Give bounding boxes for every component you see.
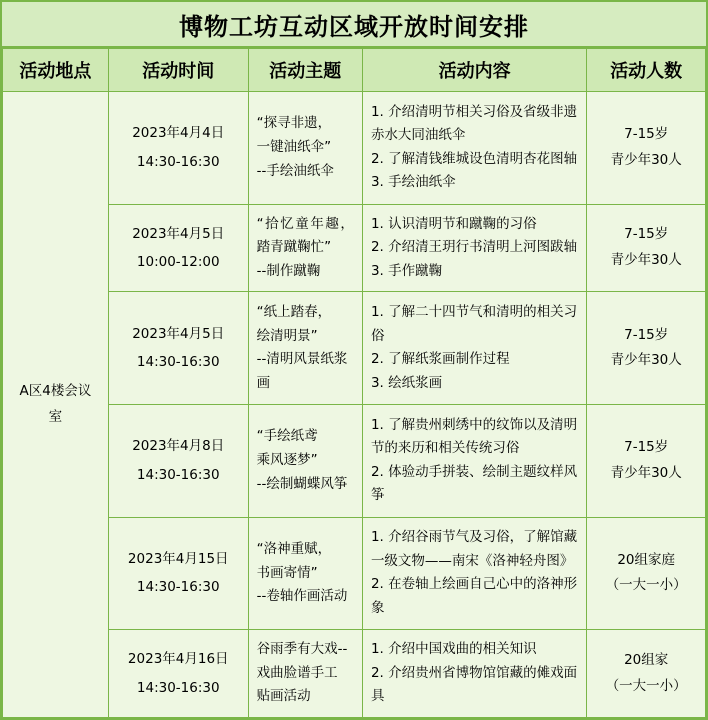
activity-topic-line: --卷轴作画活动	[256, 588, 348, 605]
activity-topic-line: 绘清明景”	[256, 327, 318, 344]
activity-date: 2023年4月5日	[132, 325, 225, 342]
activity-topic-line: 贴画活动	[256, 688, 311, 705]
activity-count-line: （一大一小）	[605, 677, 687, 694]
activity-content-cell	[362, 630, 586, 718]
activity-date: 2023年4月4日	[132, 125, 225, 142]
activity-count-line: 青少年30人	[610, 464, 682, 481]
activity-topic-cell	[248, 204, 362, 292]
table-row	[3, 292, 706, 405]
activity-content-line: 3. 手绘油纸伞	[370, 174, 456, 191]
activity-count-line: 20组家	[624, 651, 669, 668]
column-header-location: 活动地点	[3, 49, 109, 92]
activity-content-line: 2. 了解清钱维城设色清明杏花图轴	[370, 150, 578, 167]
activity-topic-line: “纸上踏春，	[256, 303, 332, 320]
activity-count-line: 7-15岁	[624, 326, 669, 343]
activity-time-cell	[108, 630, 248, 718]
table-header-row	[3, 49, 706, 92]
activity-date: 2023年4月16日	[127, 651, 229, 668]
activity-count-line: 青少年30人	[610, 151, 682, 168]
activity-date: 2023年4月8日	[132, 438, 225, 455]
activity-count-cell	[587, 630, 706, 718]
activity-count-cell	[587, 92, 706, 205]
activity-content-cell	[362, 204, 586, 292]
activity-content-line: 2. 介绍清王玥行书清明上河图跋轴	[370, 239, 578, 256]
activity-topic-line: “探寻非遗，	[256, 115, 332, 132]
activity-content-line: 1. 介绍清明节相关习俗及省级非遗赤水大同油纸伞	[370, 103, 578, 144]
activity-content-line: 1. 了解二十四节气和清明的相关习俗	[370, 303, 578, 344]
activity-hours: 14:30-16:30	[136, 579, 220, 596]
table-row	[3, 517, 706, 630]
page-title: 博物工坊互动区域开放时间安排	[179, 12, 529, 41]
activity-topic-cell	[248, 630, 362, 718]
activity-time-cell	[108, 404, 248, 517]
activity-count-cell	[587, 404, 706, 517]
activity-time-cell	[108, 204, 248, 292]
column-header-time: 活动时间	[108, 49, 248, 92]
activity-topic-line: 乘风逐梦”	[256, 451, 318, 468]
activity-count-line: 7-15岁	[624, 439, 669, 456]
column-header-count: 活动人数	[587, 49, 706, 92]
activity-topic-line: 一键油纸伞”	[256, 138, 332, 155]
activity-content-cell	[362, 92, 586, 205]
activity-hours: 14:30-16:30	[136, 153, 220, 170]
activity-date: 2023年4月5日	[132, 225, 225, 242]
activity-count-cell	[587, 292, 706, 405]
table-body	[3, 92, 706, 718]
document-title-bar	[2, 2, 706, 48]
activity-content-line: 2. 在卷轴上绘画自己心中的洛神形象	[370, 576, 578, 616]
activity-topic-line: --制作蹴鞠	[256, 262, 321, 279]
activity-content-cell	[362, 292, 586, 405]
table-row	[3, 92, 706, 205]
activity-content-cell	[362, 517, 586, 630]
activity-count-line: 青少年30人	[610, 251, 682, 268]
activity-time-cell	[108, 517, 248, 630]
activity-topic-line: --清明风景纸浆画	[256, 351, 348, 391]
table-header	[3, 49, 706, 92]
activity-content-line: 2. 体验动手拼装、绘制主题纹样风筝	[370, 463, 578, 504]
table-row	[3, 404, 706, 517]
activity-content-line: 1. 认识清明节和蹴鞠的习俗	[370, 215, 537, 232]
activity-topic-cell	[248, 92, 362, 205]
activity-date: 2023年4月15日	[127, 551, 229, 567]
activity-content-line: 1. 介绍谷雨节气及习俗，了解馆藏一级文物——南宋《洛神轻舟图》	[370, 529, 578, 569]
activity-count-line: 7-15岁	[624, 126, 669, 143]
activity-hours: 14:30-16:30	[136, 466, 220, 483]
activity-content-line: 2. 介绍贵州省博物馆馆藏的傩戏面具	[370, 664, 578, 705]
activity-content-line: 3. 绘纸浆画	[370, 374, 443, 391]
activity-location-cell: A区4楼会议室	[3, 92, 109, 718]
activity-count-line: 7-15岁	[624, 226, 669, 243]
activity-topic-line: “洛神重赋，	[256, 540, 332, 557]
activity-topic-line: 书画寄情”	[256, 564, 318, 581]
activity-count-cell	[587, 204, 706, 292]
activity-time-cell	[108, 292, 248, 405]
activity-count-cell	[587, 517, 706, 630]
activity-topic-cell	[248, 517, 362, 630]
activity-content-cell	[362, 404, 586, 517]
activity-content-line: 3. 手作蹴鞠	[370, 262, 443, 279]
activity-topic-cell	[248, 404, 362, 517]
activity-count-line: 青少年30人	[610, 352, 682, 369]
activity-count-line: （一大一小）	[605, 577, 687, 594]
activity-content-line: 2. 了解纸浆画制作过程	[370, 351, 510, 368]
activity-count-line: 20组家庭	[617, 551, 676, 568]
column-header-topic: 活动主题	[248, 49, 362, 92]
column-header-content: 活动内容	[362, 49, 586, 92]
activity-hours: 14:30-16:30	[136, 354, 220, 371]
table-row	[3, 204, 706, 292]
activity-topic-line: 谷雨季有大戏--	[256, 641, 348, 658]
activity-topic-line: --绘制蝴蝶风筝	[256, 475, 348, 492]
activity-topic-line: “手绘纸鸢	[256, 428, 318, 445]
table-row	[3, 630, 706, 718]
activity-topic-cell	[248, 292, 362, 405]
activity-content-line: 1. 介绍中国戏曲的相关知识	[370, 641, 537, 658]
activity-time-cell	[108, 92, 248, 205]
activity-hours: 14:30-16:30	[136, 679, 220, 696]
activity-hours: 10:00-12:00	[136, 253, 220, 270]
activity-topic-line: “拾忆童年趣，踏青蹴鞠忙”	[256, 215, 354, 256]
activity-topic-line: --手绘油纸伞	[256, 162, 334, 179]
schedule-table	[2, 48, 706, 718]
activity-topic-line: 戏曲脸谱手工	[256, 664, 338, 681]
activity-content-line: 1. 了解贵州刺绣中的纹饰以及清明节的来历和相关传统习俗	[370, 416, 578, 457]
